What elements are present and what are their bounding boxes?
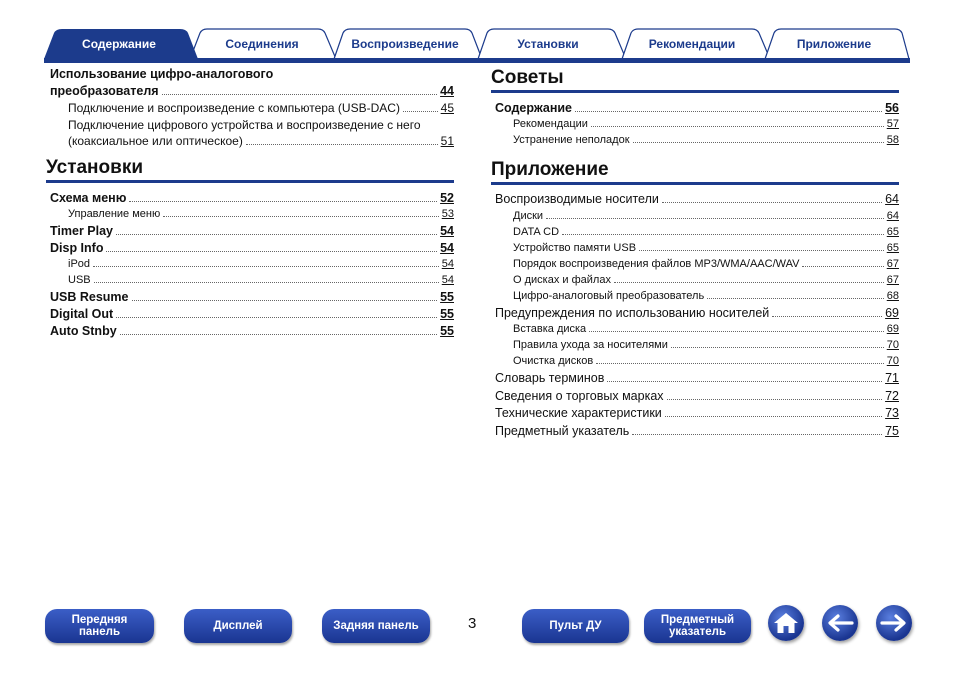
page-number: 3 xyxy=(468,615,477,632)
page-link[interactable]: 55 xyxy=(440,290,454,304)
toc-entry[interactable] xyxy=(50,307,454,324)
toc-label: О дисках и файлах xyxy=(513,273,611,286)
tab-appendix[interactable]: Приложение xyxy=(796,37,872,51)
forward-button[interactable] xyxy=(876,605,912,641)
toc-entry[interactable] xyxy=(495,118,899,134)
front-panel-label-2: панель xyxy=(78,626,121,638)
toc-label: USB xyxy=(68,274,91,286)
tab-contents[interactable]: Содержание xyxy=(82,37,156,51)
display-button[interactable] xyxy=(184,609,292,643)
page-link[interactable]: 65 xyxy=(886,241,899,254)
page-link[interactable]: 54 xyxy=(440,241,454,255)
toc-label: Предметный указатель xyxy=(495,423,630,438)
toc-label: преобразователя xyxy=(50,84,159,98)
page-link[interactable]: 54 xyxy=(441,274,454,286)
tab-baseline xyxy=(44,58,910,63)
toc-label: USB Resume xyxy=(50,290,129,304)
toc-entry[interactable] xyxy=(495,406,899,424)
index-label-1: Предметный xyxy=(660,614,735,626)
toc-entry[interactable] xyxy=(495,242,899,258)
page-link[interactable]: 58 xyxy=(886,134,899,146)
toc-entry[interactable] xyxy=(50,191,454,208)
toc-entry[interactable] xyxy=(50,324,454,341)
arrow-right-icon xyxy=(880,613,908,633)
toc-entry[interactable] xyxy=(50,84,454,101)
leader-dots xyxy=(607,381,882,382)
toc-label: Подключение и воспроизведение с компьютера (USB-DAC) xyxy=(68,101,400,115)
toc-entry[interactable] xyxy=(495,192,899,210)
remote-label: Пульт ДУ xyxy=(549,620,602,632)
toc-entry[interactable] xyxy=(495,355,899,371)
page-link[interactable]: 67 xyxy=(886,273,899,286)
page-link[interactable]: 54 xyxy=(441,258,454,270)
toc-label: Очистка дисков xyxy=(513,355,594,368)
leader-dots xyxy=(665,416,882,417)
page-link[interactable]: 56 xyxy=(885,101,899,115)
leader-dots xyxy=(94,282,439,283)
page-link[interactable]: 71 xyxy=(885,371,899,386)
leader-dots xyxy=(667,399,883,400)
leader-dots xyxy=(163,216,439,217)
toc-entry[interactable] xyxy=(50,224,454,241)
page-link[interactable]: 55 xyxy=(440,307,454,321)
page-link[interactable]: 69 xyxy=(886,323,899,336)
toc-label: Воспроизводимые носители xyxy=(495,192,659,206)
page-link[interactable]: 55 xyxy=(440,324,454,338)
page-link[interactable]: 44 xyxy=(440,84,454,98)
leader-dots xyxy=(246,144,438,145)
section-heading-appendix: Приложение xyxy=(491,159,899,185)
toc-entry[interactable] xyxy=(495,371,899,389)
home-icon xyxy=(773,611,799,635)
remote-button[interactable] xyxy=(522,609,629,643)
toc-label: Схема меню xyxy=(50,191,127,205)
leader-dots xyxy=(403,111,438,112)
toc-entry[interactable] xyxy=(495,323,899,339)
tab-bar xyxy=(0,0,954,64)
page-link[interactable]: 54 xyxy=(440,224,454,238)
toc-label: Сведения о торговых марках xyxy=(495,388,664,403)
leader-dots xyxy=(596,363,884,364)
leader-dots xyxy=(632,434,882,435)
page-link[interactable]: 70 xyxy=(886,339,899,352)
page-link[interactable]: 64 xyxy=(885,192,899,206)
leader-dots xyxy=(639,250,884,251)
rear-panel-label: Задняя панель xyxy=(333,620,419,632)
front-panel-button[interactable] xyxy=(45,609,154,643)
page-link[interactable]: 75 xyxy=(885,423,899,438)
toc-label: Устранение неполадок xyxy=(513,134,630,146)
display-label: Дисплей xyxy=(213,620,263,632)
toc-entry[interactable] xyxy=(50,290,454,307)
toc-entry[interactable] xyxy=(495,290,899,306)
leader-dots xyxy=(589,331,884,332)
toc-label: Порядок воспроизведения файлов MP3/WMA/AAC/WAV xyxy=(513,257,800,270)
page-link[interactable]: 64 xyxy=(886,209,899,222)
tab-tips[interactable]: Рекомендации xyxy=(648,37,736,51)
leader-dots xyxy=(575,111,882,112)
section-heading-setup: Установки xyxy=(46,157,454,183)
page-link[interactable]: 57 xyxy=(886,118,899,130)
toc-entry[interactable] xyxy=(50,208,454,224)
index-button[interactable] xyxy=(644,609,751,643)
page-link[interactable]: 73 xyxy=(885,406,899,421)
leader-dots xyxy=(93,266,439,267)
leader-dots xyxy=(116,317,437,318)
toc-label: Предупреждения по использованию носителей xyxy=(495,305,770,320)
toc-label: DATA CD xyxy=(513,225,560,238)
toc-dac-title[interactable]: Использование цифро-аналогового xyxy=(50,67,274,81)
leader-dots xyxy=(671,347,884,348)
page-link[interactable]: 45 xyxy=(440,101,454,115)
toc-wrapped-line[interactable]: Подключение цифрового устройства и воспроизведение с него xyxy=(68,117,421,132)
toc-entry[interactable] xyxy=(495,258,899,274)
rear-panel-button[interactable] xyxy=(322,609,430,643)
leader-dots xyxy=(591,126,884,127)
toc-label: Рекомендации xyxy=(513,118,588,130)
section-heading-tips: Советы xyxy=(491,67,899,93)
toc-label: Устройство памяти USB xyxy=(513,241,637,254)
tab-connections[interactable]: Соединения xyxy=(225,37,299,51)
leader-dots xyxy=(106,251,437,252)
toc-entry[interactable] xyxy=(495,339,899,355)
toc-entry[interactable] xyxy=(495,424,899,442)
toc-entry[interactable] xyxy=(50,241,454,258)
leader-dots xyxy=(633,142,884,143)
tab-setup[interactable]: Установки xyxy=(517,37,579,51)
leader-dots xyxy=(707,298,884,299)
page-link[interactable]: 72 xyxy=(885,388,899,403)
page-link[interactable]: 68 xyxy=(886,289,899,302)
back-button[interactable] xyxy=(822,605,858,641)
leader-dots xyxy=(129,201,437,202)
toc-entry[interactable] xyxy=(50,258,454,274)
leader-dots xyxy=(120,334,437,335)
toc-entry[interactable] xyxy=(495,389,899,407)
toc-entry[interactable] xyxy=(50,101,454,118)
leader-dots xyxy=(772,316,882,317)
toc-entry[interactable] xyxy=(495,210,899,226)
home-button[interactable] xyxy=(768,605,804,641)
toc-label: Диски xyxy=(513,209,544,222)
toc-label: Содержание xyxy=(495,101,573,115)
toc-label: Правила ухода за носителями xyxy=(513,339,668,352)
leader-dots xyxy=(162,94,438,95)
tab-bar-shapes xyxy=(0,0,954,64)
leader-dots xyxy=(662,202,882,203)
toc-entry[interactable] xyxy=(495,306,899,324)
leader-dots xyxy=(546,218,884,219)
page-link[interactable]: 67 xyxy=(886,257,899,270)
arrow-left-icon xyxy=(826,613,854,633)
toc-label: Словарь терминов xyxy=(495,371,605,386)
toc-label: Auto Stnby xyxy=(50,324,117,338)
index-label-2: указатель xyxy=(668,626,727,638)
page-link[interactable]: 52 xyxy=(440,191,454,205)
toc-entry[interactable] xyxy=(50,274,454,290)
leader-dots xyxy=(614,282,884,283)
toc-label: Управление меню xyxy=(68,208,161,220)
tab-playback[interactable]: Воспроизведение xyxy=(351,37,459,51)
toc-label: Технические характеристики xyxy=(495,406,662,421)
toc-entry[interactable] xyxy=(495,134,899,150)
toc-entry[interactable] xyxy=(495,274,899,290)
right-column xyxy=(491,67,899,442)
left-column xyxy=(46,67,454,341)
toc-entry[interactable] xyxy=(495,226,899,242)
leader-dots xyxy=(562,234,884,235)
toc-label: Цифро-аналоговый преобразователь xyxy=(513,289,705,302)
toc-entry[interactable] xyxy=(495,101,899,118)
toc-label: Вставка диска xyxy=(513,323,587,336)
page-link[interactable]: 51 xyxy=(440,133,454,148)
leader-dots xyxy=(802,266,883,267)
toc-entry[interactable] xyxy=(50,134,454,151)
toc-label: Digital Out xyxy=(50,307,114,321)
toc-label: Timer Play xyxy=(50,224,114,238)
toc-label: Disp Info xyxy=(50,241,104,255)
page-link[interactable]: 70 xyxy=(886,355,899,368)
page-link[interactable]: 53 xyxy=(441,208,454,220)
front-panel-label-1: Передняя xyxy=(71,614,128,626)
toc-label: (коаксиальное или оптическое) xyxy=(68,133,243,148)
toc-label: iPod xyxy=(68,258,91,270)
leader-dots xyxy=(132,300,438,301)
page-link[interactable]: 69 xyxy=(885,305,899,320)
page-link[interactable]: 65 xyxy=(886,225,899,238)
leader-dots xyxy=(116,234,437,235)
